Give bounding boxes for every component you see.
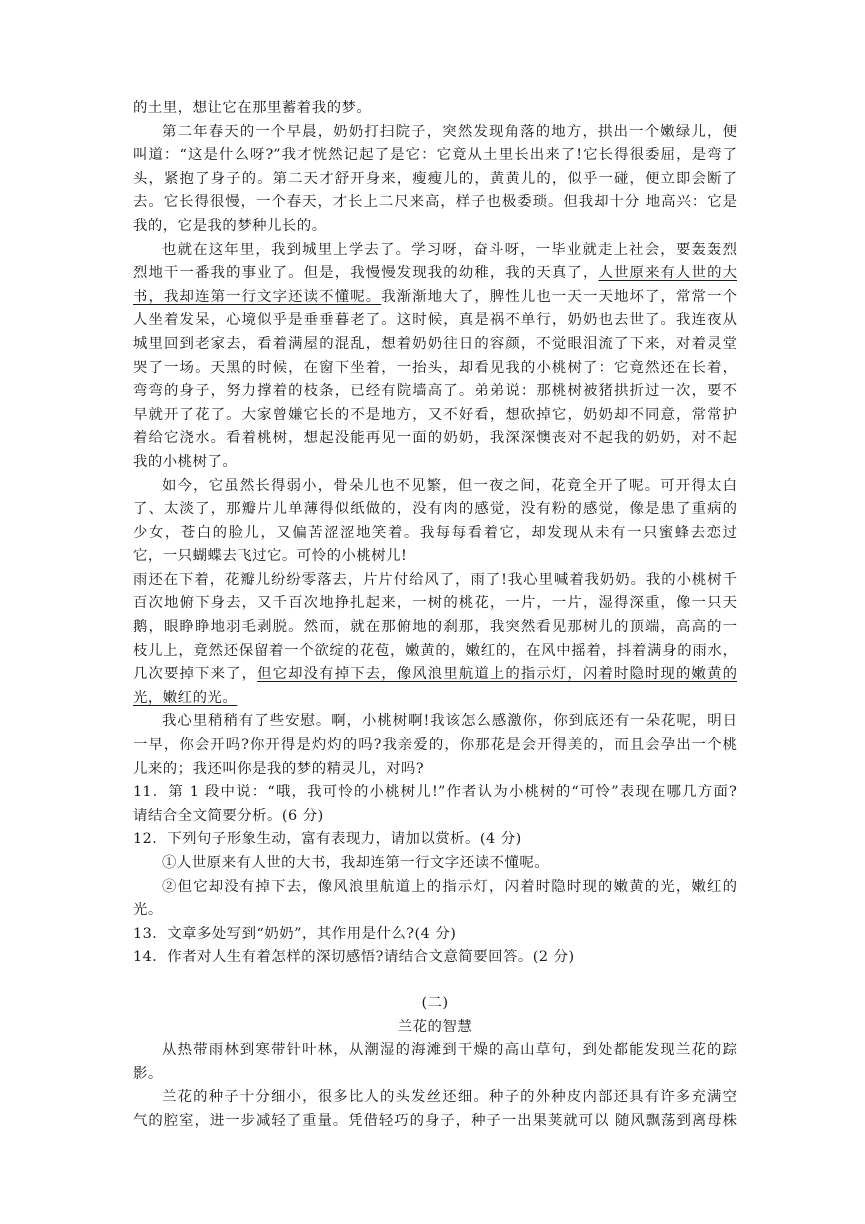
underlined-sentence: 光，嫩红的光。 <box>133 689 238 706</box>
line-text: 我心里稍稍有了些安慰。啊，小桃树啊!我该怎么感激你，你到底还有一朵花呢，明日 <box>162 713 737 730</box>
text-line <box>133 592 737 616</box>
story-text <box>133 97 737 970</box>
text-line <box>133 404 737 428</box>
underlined-sentence: 人世原来有人世的大 <box>598 265 737 282</box>
text-line <box>133 309 737 333</box>
text-line <box>133 451 737 475</box>
document-page <box>133 97 737 1134</box>
article-line <box>133 1063 737 1087</box>
line-text: 第二年春天的一个早晨，奶奶打扫院子，突然发现角落的地方，拱出一个嫩绿儿，便 <box>162 123 737 140</box>
text-line <box>133 427 737 451</box>
line-text: 百次地俯下身去，又千百次地挣扎起来，一树的桃花，一片，一片，湿得深重，像一只天 <box>133 595 737 612</box>
line-text: 雨还在下着，花瓣儿纷纷零落去，片片付给风了，雨了!我心里喊着我奶奶。我的小桃树千 <box>133 571 737 588</box>
text-line <box>133 710 737 734</box>
text-line <box>133 852 737 876</box>
text-line <box>133 522 737 546</box>
section-heading: (二) <box>421 994 449 1011</box>
text-line <box>133 475 737 499</box>
line-text: 影。 <box>133 1065 163 1082</box>
text-line <box>133 498 737 522</box>
text-line <box>133 640 737 664</box>
text-line <box>133 97 737 121</box>
text-line <box>133 758 737 782</box>
line-text: 从热带雨林到寒带针叶林，从潮湿的海滩到干燥的高山草句，到处都能发现兰花的踪 <box>162 1042 737 1059</box>
line-text: 兰花的种子十分细小，很多比人的头发丝还细。种子的外种皮内部还具有许多充满空 <box>162 1089 737 1106</box>
text-line <box>133 569 737 593</box>
line-text: 一早，你会开吗?你开得是灼灼的吗?我亲爱的，你那花是会开得美的，而且会孕出一个桃 <box>133 737 737 754</box>
line-text: 鹅，眼睁睁地羽毛剥脱。然而，就在那俯地的刹那，我突然看见那树儿的顶端，高高的一 <box>133 619 737 636</box>
line-text: ②但它却没有掉下去，像风浪里航道上的指示灯，闪着时隐时现的嫩黄的光，嫩红的 <box>162 878 737 895</box>
text-line <box>133 781 737 805</box>
text-line <box>133 805 737 829</box>
text-line <box>133 663 737 687</box>
line-text: 早就开了花了。大家曾嫌它长的不是地方，又不好看，想砍掉它，奶奶却不同意，常常护 <box>133 406 737 423</box>
text-line <box>133 828 737 852</box>
line-text: 我的，它是我的梦种儿长的。 <box>133 217 327 234</box>
underlined-sentence: 书，我却连第一行文字还读不懂呢。 <box>133 288 382 305</box>
text-line <box>133 923 737 947</box>
line-text: 少女，苍白的脸儿，又偏苦涩涩地笑着。我每每看着它，却发现从未有一只蜜蜂去恋过 <box>133 524 737 541</box>
text-line <box>133 734 737 758</box>
line-text: 如今，它虽然长得弱小，骨朵儿也不见繁，但一夜之间，花竟全开了呢。可开得太白 <box>162 477 737 494</box>
line-text: 13．文章多处写到“奶奶”，其作用是什么?(4 分) <box>133 925 457 942</box>
line-text: 人坐着发呆，心境似乎是垂垂暮老了。这时候，真是祸不单行，奶奶也去世了。我连夜从 <box>133 312 737 329</box>
line-text: 11．第 1 段中说：“哦，我可怜的小桃树儿!”作者认为小桃树的“可怜”表现在哪几方面? <box>133 784 737 801</box>
article-line <box>133 1110 737 1134</box>
line-text: 哭了一场。天黑的时候，在窗下坐着，一抬头，却看见我的小桃树了：它竟然还在长着， <box>133 359 737 376</box>
line-text: 气的腔室，进一步减轻了重量。凭借轻巧的身子，种子一出果荚就可以 随风飘荡到离母株 <box>133 1112 737 1129</box>
line-text: 头，紧抱了身子的。第二天才舒开身来，瘦瘦儿的，黄黄儿的，似乎一碰，便立即会断了 <box>133 170 737 187</box>
text-line <box>133 333 737 357</box>
line-text: 我渐渐地大了，脾性儿也一天一天地坏了，常常一个 <box>381 288 737 305</box>
line-text: 枝儿上，竟然还保留着一个欲绽的花苞，嫩黄的，嫩红的，在风中摇着，抖着满身的雨水， <box>133 642 737 659</box>
text-line <box>133 144 737 168</box>
line-text: 我的小桃树了。 <box>133 453 238 470</box>
underlined-sentence: 但它却没有掉下去，像风浪里航道上的指示灯，闪着时隐时现的嫩黄的 <box>257 666 737 683</box>
line-text: ①人世原来有人世的大书，我却连第一行文字还读不懂呢。 <box>162 855 550 871</box>
section-gap <box>133 970 737 992</box>
line-text: 着给它浇水。看着桃树，想起没能再见一面的奶奶，我深深懊丧对不起我的奶奶，对不起 <box>133 430 737 447</box>
text-line <box>133 687 737 711</box>
line-text: 请结合全文简要分析。(6 分) <box>133 807 324 824</box>
text-line <box>133 121 737 145</box>
line-text: 12．下列句子形象生动，富有表现力，请加以赏析。(4 分) <box>133 831 522 848</box>
article-line <box>133 1086 737 1110</box>
text-line <box>133 876 737 900</box>
line-text: 叫道：“这是什么呀?”我才恍然记起了是它：它竟从土里长出来了!它长得很委屈，是弯了 <box>133 147 737 164</box>
text-line <box>133 380 737 404</box>
text-line <box>133 545 737 569</box>
line-text: 光。 <box>133 902 163 919</box>
text-line <box>133 946 737 970</box>
line-text: 也就在这年里，我到城里上学去了。学习呀，奋斗呀，一毕业就走上社会，要轰轰烈 <box>162 241 737 258</box>
line-text: 的土里，想让它在那里蓄着我的梦。 <box>133 100 372 116</box>
text-line <box>133 286 737 310</box>
text-line <box>133 899 737 923</box>
line-text: 它，一只蝴蝶去飞过它。可怜的小桃树儿! <box>133 548 408 565</box>
line-text: 弯弯的身子，努力撑着的枝条，已经有院墙高了。弟弟说：那桃树被猪拱折过一次，要不 <box>133 383 737 400</box>
text-line <box>133 239 737 263</box>
article-text <box>133 1039 737 1133</box>
article-line <box>133 1039 737 1063</box>
line-text: 去。它长得很慢，一个春天，才长上二尺来高，样子也极委琐。但我却十分 地高兴：它是 <box>133 194 737 211</box>
line-text: 14．作者对人生有着怎样的深切感悟?请结合文意简要回答。(2 分) <box>133 949 575 966</box>
article-title: 兰花的智慧 <box>397 1018 473 1035</box>
line-text: 烈地干一番我的事业了。但是，我慢慢发现我的幼稚，我的天真了， <box>133 265 599 282</box>
line-text: 几次要掉下来了， <box>133 666 258 683</box>
text-line <box>133 191 737 215</box>
text-line <box>133 168 737 192</box>
text-line <box>133 215 737 239</box>
line-text: 了、太淡了，那瓣片儿单薄得似纸做的，没有肉的感觉，没有粉的感觉，像是患了重病的 <box>133 501 737 518</box>
line-text: 城里回到老家去，看着满屋的混乱，想着奶奶往日的容颜，不觉眼泪流了下来，对着灵堂 <box>133 335 737 352</box>
text-line <box>133 357 737 381</box>
text-line <box>133 262 737 286</box>
line-text: 儿来的；我还叫你是我的梦的精灵儿，对吗? <box>133 760 425 777</box>
text-line <box>133 616 737 640</box>
